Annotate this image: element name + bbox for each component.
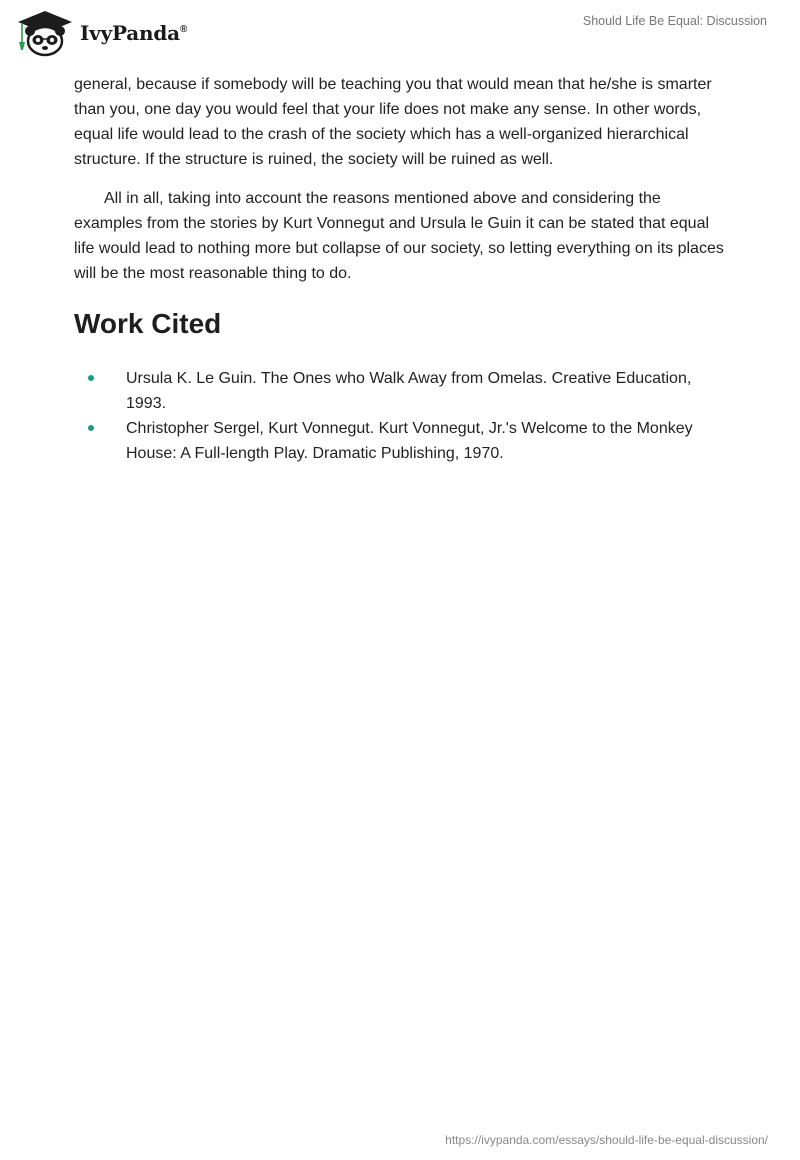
reference-text: Ursula K. Le Guin. The Ones who Walk Away from Omelas. Creative Education, 1993. bbox=[126, 370, 692, 412]
reference-item bbox=[74, 366, 728, 416]
work-cited-heading: Work Cited bbox=[74, 308, 222, 339]
page-header bbox=[0, 0, 800, 70]
document-title: Should Life Be Equal: Discussion bbox=[582, 14, 767, 28]
registered-mark: ® bbox=[179, 24, 188, 35]
reference-text: Christopher Sergel, Kurt Vonnegut. Kurt Vonnegut, Jr.'s Welcome to the Monkey House: A Full-length Play. Dramatic Publishing, 1970. bbox=[126, 420, 693, 462]
reference-list bbox=[74, 366, 728, 466]
paragraph-continuation: general, because if somebody will be teaching you that would mean that he/she is smarter than you, one day you would feel that your life does not make any sense. In other words, equal life would lead to the crash of the society which has a well-organized hierarchical structure. If the structure is ruined, the society will be ruined as well. bbox=[74, 76, 712, 168]
bullet-icon bbox=[88, 375, 94, 381]
essay-body bbox=[74, 72, 728, 466]
bullet-icon bbox=[88, 425, 94, 431]
logo-text bbox=[80, 21, 187, 45]
paragraph-conclusion: All in all, taking into account the reasons mentioned above and considering the examples from the stories by Kurt Vonnegut and Ursula le Guin it can be stated that equal life would lead to nothing more but collapse of our society, so letting everything on its places will be the most reasonable thing to do. bbox=[74, 190, 724, 282]
logo-wordmark: IvyPanda bbox=[80, 21, 180, 45]
ivypanda-logo[interactable] bbox=[16, 9, 187, 57]
source-url-link[interactable]: https://ivypanda.com/essays/should-life-be-equal-discussion/ bbox=[445, 1133, 768, 1147]
panda-graduation-cap-icon bbox=[16, 9, 74, 57]
reference-item bbox=[74, 416, 728, 466]
